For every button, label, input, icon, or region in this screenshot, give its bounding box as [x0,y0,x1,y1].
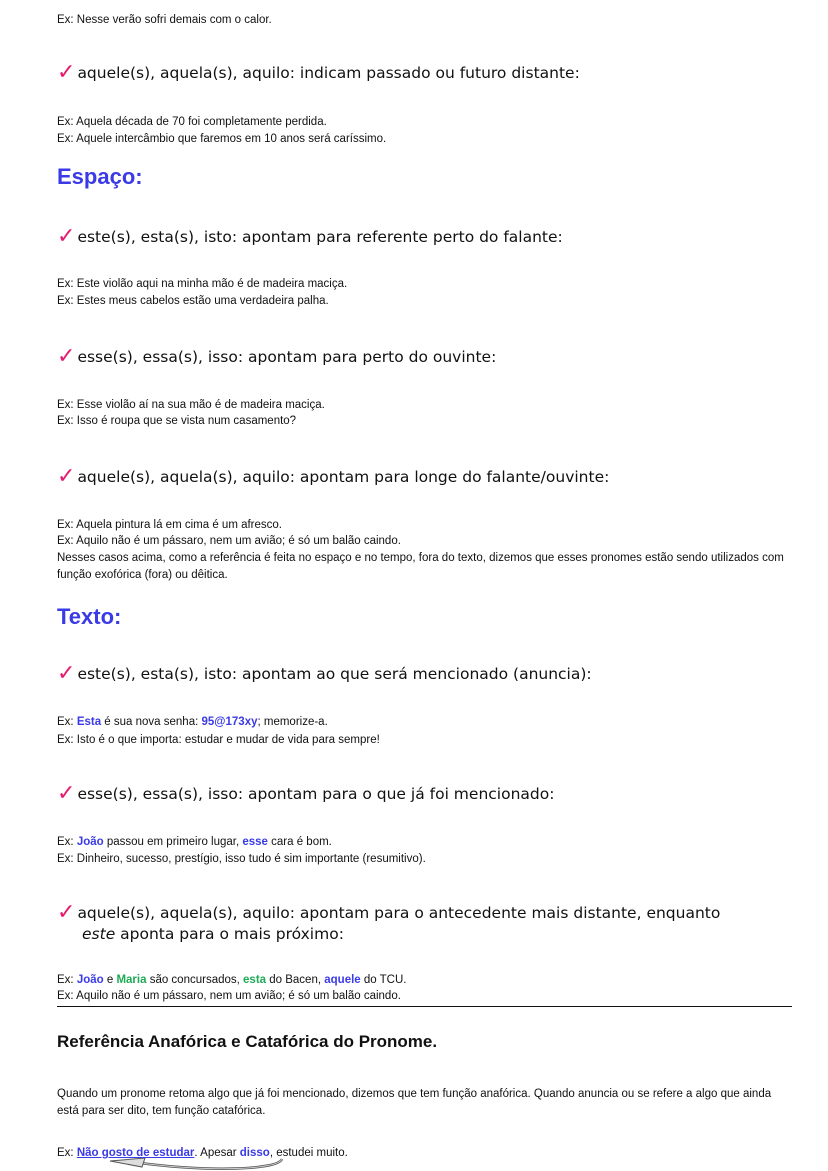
text: do Bacen, [266,974,325,986]
curved-arrow-icon [100,1158,300,1171]
rule-text: aquele(s), aquela(s), aquilo: indicam passado ou futuro distante: [77,64,580,82]
text: é sua nova senha: [101,716,202,728]
section-heading-texto: Texto: [57,604,122,629]
rule-item [57,62,580,84]
example-line: Ex: Isto é o que importa: estudar e mudar de vida para sempre! [57,734,380,746]
rule-text: aquele(s), aquela(s), aquilo: apontam para o antecedente mais distante, enquanto [77,904,721,922]
section-heading-espaco: Espaço: [57,164,143,189]
text: , estudei muito. [269,1147,348,1159]
example-line: Ex: Isso é roupa que se vista num casamento? [57,415,297,427]
rule-text: esse(s), essa(s), isso: apontam para perto do ouvinte: [77,348,497,366]
example-line: Ex: Aquela pintura lá em cima é um afresco. [57,519,282,531]
paragraph: Quando um pronome retoma algo que já foi mencionado, dizemos que tem função anafórica. Quando anuncia ou se refere a algo que ainda está para ser dito, tem função catafórica. [57,1088,772,1117]
example-line: Ex: Dinheiro, sucesso, prestígio, isso tudo é sim importante (resumitivo). [57,853,426,865]
rule-item [57,346,496,368]
text: passou em primeiro lugar, [103,836,243,848]
highlight-underlined: Não gosto de estudar [76,1147,195,1159]
rule-item [57,783,554,805]
rule-item [57,902,720,924]
example-line [57,714,328,731]
highlight: esse [242,836,268,848]
highlight: Esta [76,716,102,728]
check-icon: ✓ [57,781,76,806]
highlight-green: Maria [116,974,147,986]
check-icon: ✓ [57,344,76,369]
text: do TCU. [360,974,407,986]
example-line: Ex: Aquilo não é um pássaro, nem um avião; é só um balão caindo. [57,535,401,547]
rule-text: aponta para o mais próximo: [115,925,344,943]
rule-item [57,466,609,488]
text: Ex: [57,716,77,728]
example-line: Ex: Este violão aqui na minha mão é de madeira maciça. [57,278,348,290]
rule-text: aquele(s), aquela(s), aquilo: apontam para longe do falante/ouvinte: [77,468,610,486]
example-line: Ex: Aquilo não é um pássaro, nem um avião; é só um balão caindo. [57,990,401,1002]
note-paragraph: Nesses casos acima, como a referência é feita no espaço e no tempo, fora do texto, dizemos que esses pronomes estão sendo utilizados com função exofórica (fora) ou dêitica. [57,552,784,581]
italic-word: este [82,925,116,943]
example-line [57,972,407,989]
rule-item [57,226,563,248]
check-icon: ✓ [57,900,76,925]
text: e [103,974,117,986]
example-line: Ex: Estes meus cabelos estão uma verdadeira palha. [57,295,329,307]
example-line: Ex: Nesse verão sofri demais com o calor. [57,14,272,26]
check-icon: ✓ [57,60,76,85]
section-heading-referencia: Referência Anafórica e Catafórica do Pronome. [57,1032,438,1051]
rule-item-continuation [82,924,344,945]
text: Ex: [57,1147,77,1159]
example-line: Ex: Aquela década de 70 foi completamente perdida. [57,116,327,128]
check-icon: ✓ [57,224,76,249]
highlight: João [76,974,104,986]
rule-text: este(s), esta(s), isto: apontam ao que será mencionado (anuncia): [77,665,592,683]
text: Ex: [57,836,77,848]
check-icon: ✓ [57,661,76,686]
highlight: 95@173xy [201,716,258,728]
rule-item [57,663,592,685]
example-line [57,834,332,851]
text: ; memorize-a. [257,716,328,728]
rule-text: esse(s), essa(s), isso: apontam para o que já foi mencionado: [77,785,555,803]
text: cara é bom. [267,836,332,848]
check-icon: ✓ [57,464,76,489]
highlight: João [76,836,104,848]
example-line: Ex: Aquele intercâmbio que faremos em 10 anos será caríssimo. [57,133,387,145]
highlight: disso [239,1147,270,1159]
text: são concursados, [146,974,244,986]
highlight-green: esta [243,974,267,986]
example-line: Ex: Esse violão aí na sua mão é de madeira maciça. [57,399,325,411]
text: Ex: [57,974,77,986]
rule-text: este(s), esta(s), isto: apontam para referente perto do falante: [77,228,563,246]
highlight: aquele [324,974,361,986]
text: . Apesar [194,1147,240,1159]
horizontal-rule [57,1006,792,1007]
